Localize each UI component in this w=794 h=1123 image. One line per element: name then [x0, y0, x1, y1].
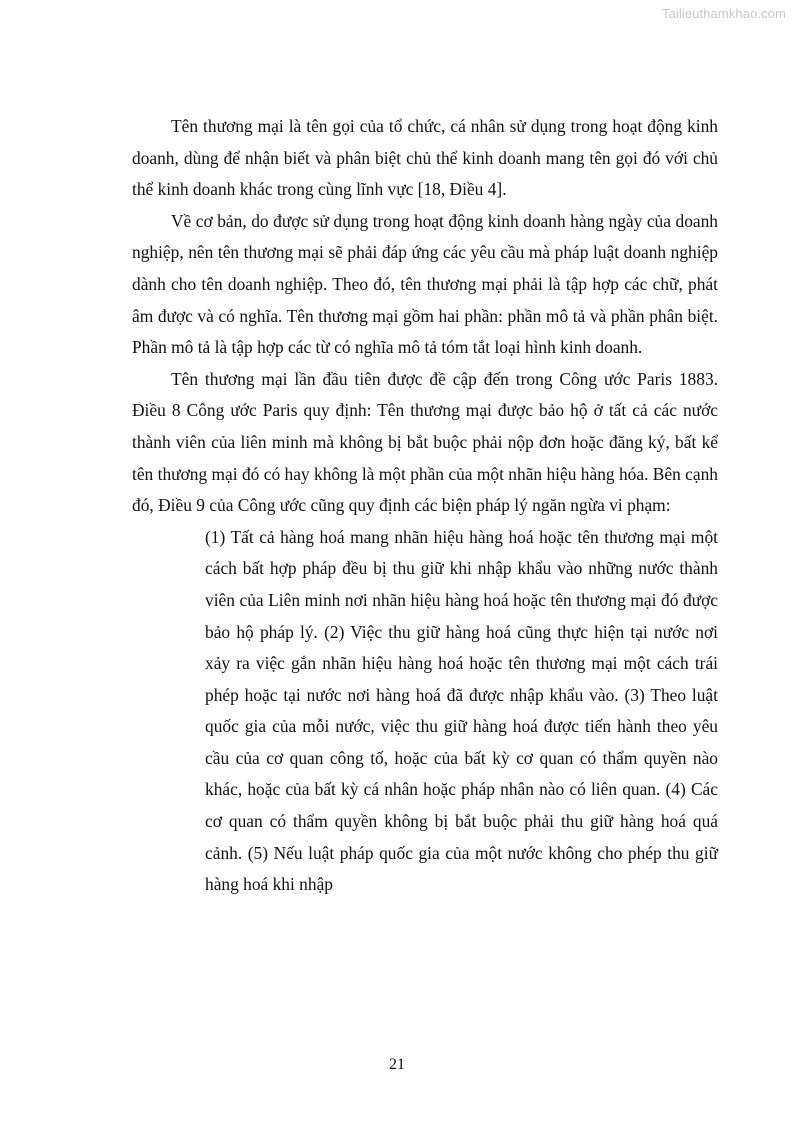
paragraph-trade-name-definition: Tên thương mại là tên gọi của tổ chức, cá nhân sử dụng trong hoạt động kinh doanh, dùng để nhận biết và phân biệt chủ thể kinh doanh mang tên gọi đó với chủ thể kinh doanh khác trong cùng lĩnh vực [18, Điều 4].: [132, 116, 718, 200]
document-body: [132, 111, 718, 901]
paragraph-paris-convention: Tên thương mại lần đầu tiên được đề cập đến trong Công ước Paris 1883. Điều 8 Công ước Paris quy định: Tên thương mại được bảo hộ ở tất cả các nước thành viên của liên minh mà không bị bắt buộc phải nộp đơn hoặc đăng ký, bất kể tên thương mại đó có hay không là một phần của một nhãn hiệu hàng hóa. Bên cạnh đó, Điều 9 của Công ước cũng quy định các biện pháp lý ngăn ngừa vi phạm:: [132, 368, 718, 516]
block-quote-article-9: (1) Tất cả hàng hoá mang nhãn hiệu hàng hoá hoặc tên thương mại một cách bất hợp pháp đều bị thu giữ khi nhập khẩu vào những nước thành viên của Liên minh nơi nhãn hiệu hàng hoá hoặc tên thương mại đó được bảo hộ pháp lý. (2) Việc thu giữ hàng hoá cũng thực hiện tại nước nơi xảy ra việc gắn nhãn hiệu hàng hoá hoặc tên thương mại một cách trái phép hoặc tại nước nơi hàng hoá đã được nhập khẩu vào. (3) Theo luật quốc gia của mỗi nước, việc thu giữ hàng hoá được tiến hành theo yêu cầu của cơ quan công tố, hoặc của bất kỳ cơ quan có thẩm quyền nào khác, hoặc của bất kỳ cá nhân hoặc pháp nhân nào có liên quan. (4) Các cơ quan có thẩm quyền không bị bắt buộc phải thu giữ hàng hoá quá cảnh. (5) Nếu luật pháp quốc gia của một nước không cho phép thu giữ hàng hoá khi nhập: [205, 526, 718, 895]
paragraph-trade-name-requirements: Về cơ bản, do được sử dụng trong hoạt động kinh doanh hàng ngày của doanh nghiệp, nên tên thương mại sẽ phải đáp ứng các yêu cầu mà pháp luật doanh nghiệp dành cho tên doanh nghiệp. Theo đó, tên thương mại phải là tập hợp các chữ, phát âm được và có nghĩa. Tên thương mại gồm hai phần: phần mô tả và phần phân biệt. Phần mô tả là tập hợp các từ có nghĩa mô tả tóm tắt loại hình kinh doanh.: [132, 210, 718, 358]
watermark: Tailieuthamkhao.com: [661, 6, 786, 21]
page-number: 21: [389, 1056, 405, 1073]
